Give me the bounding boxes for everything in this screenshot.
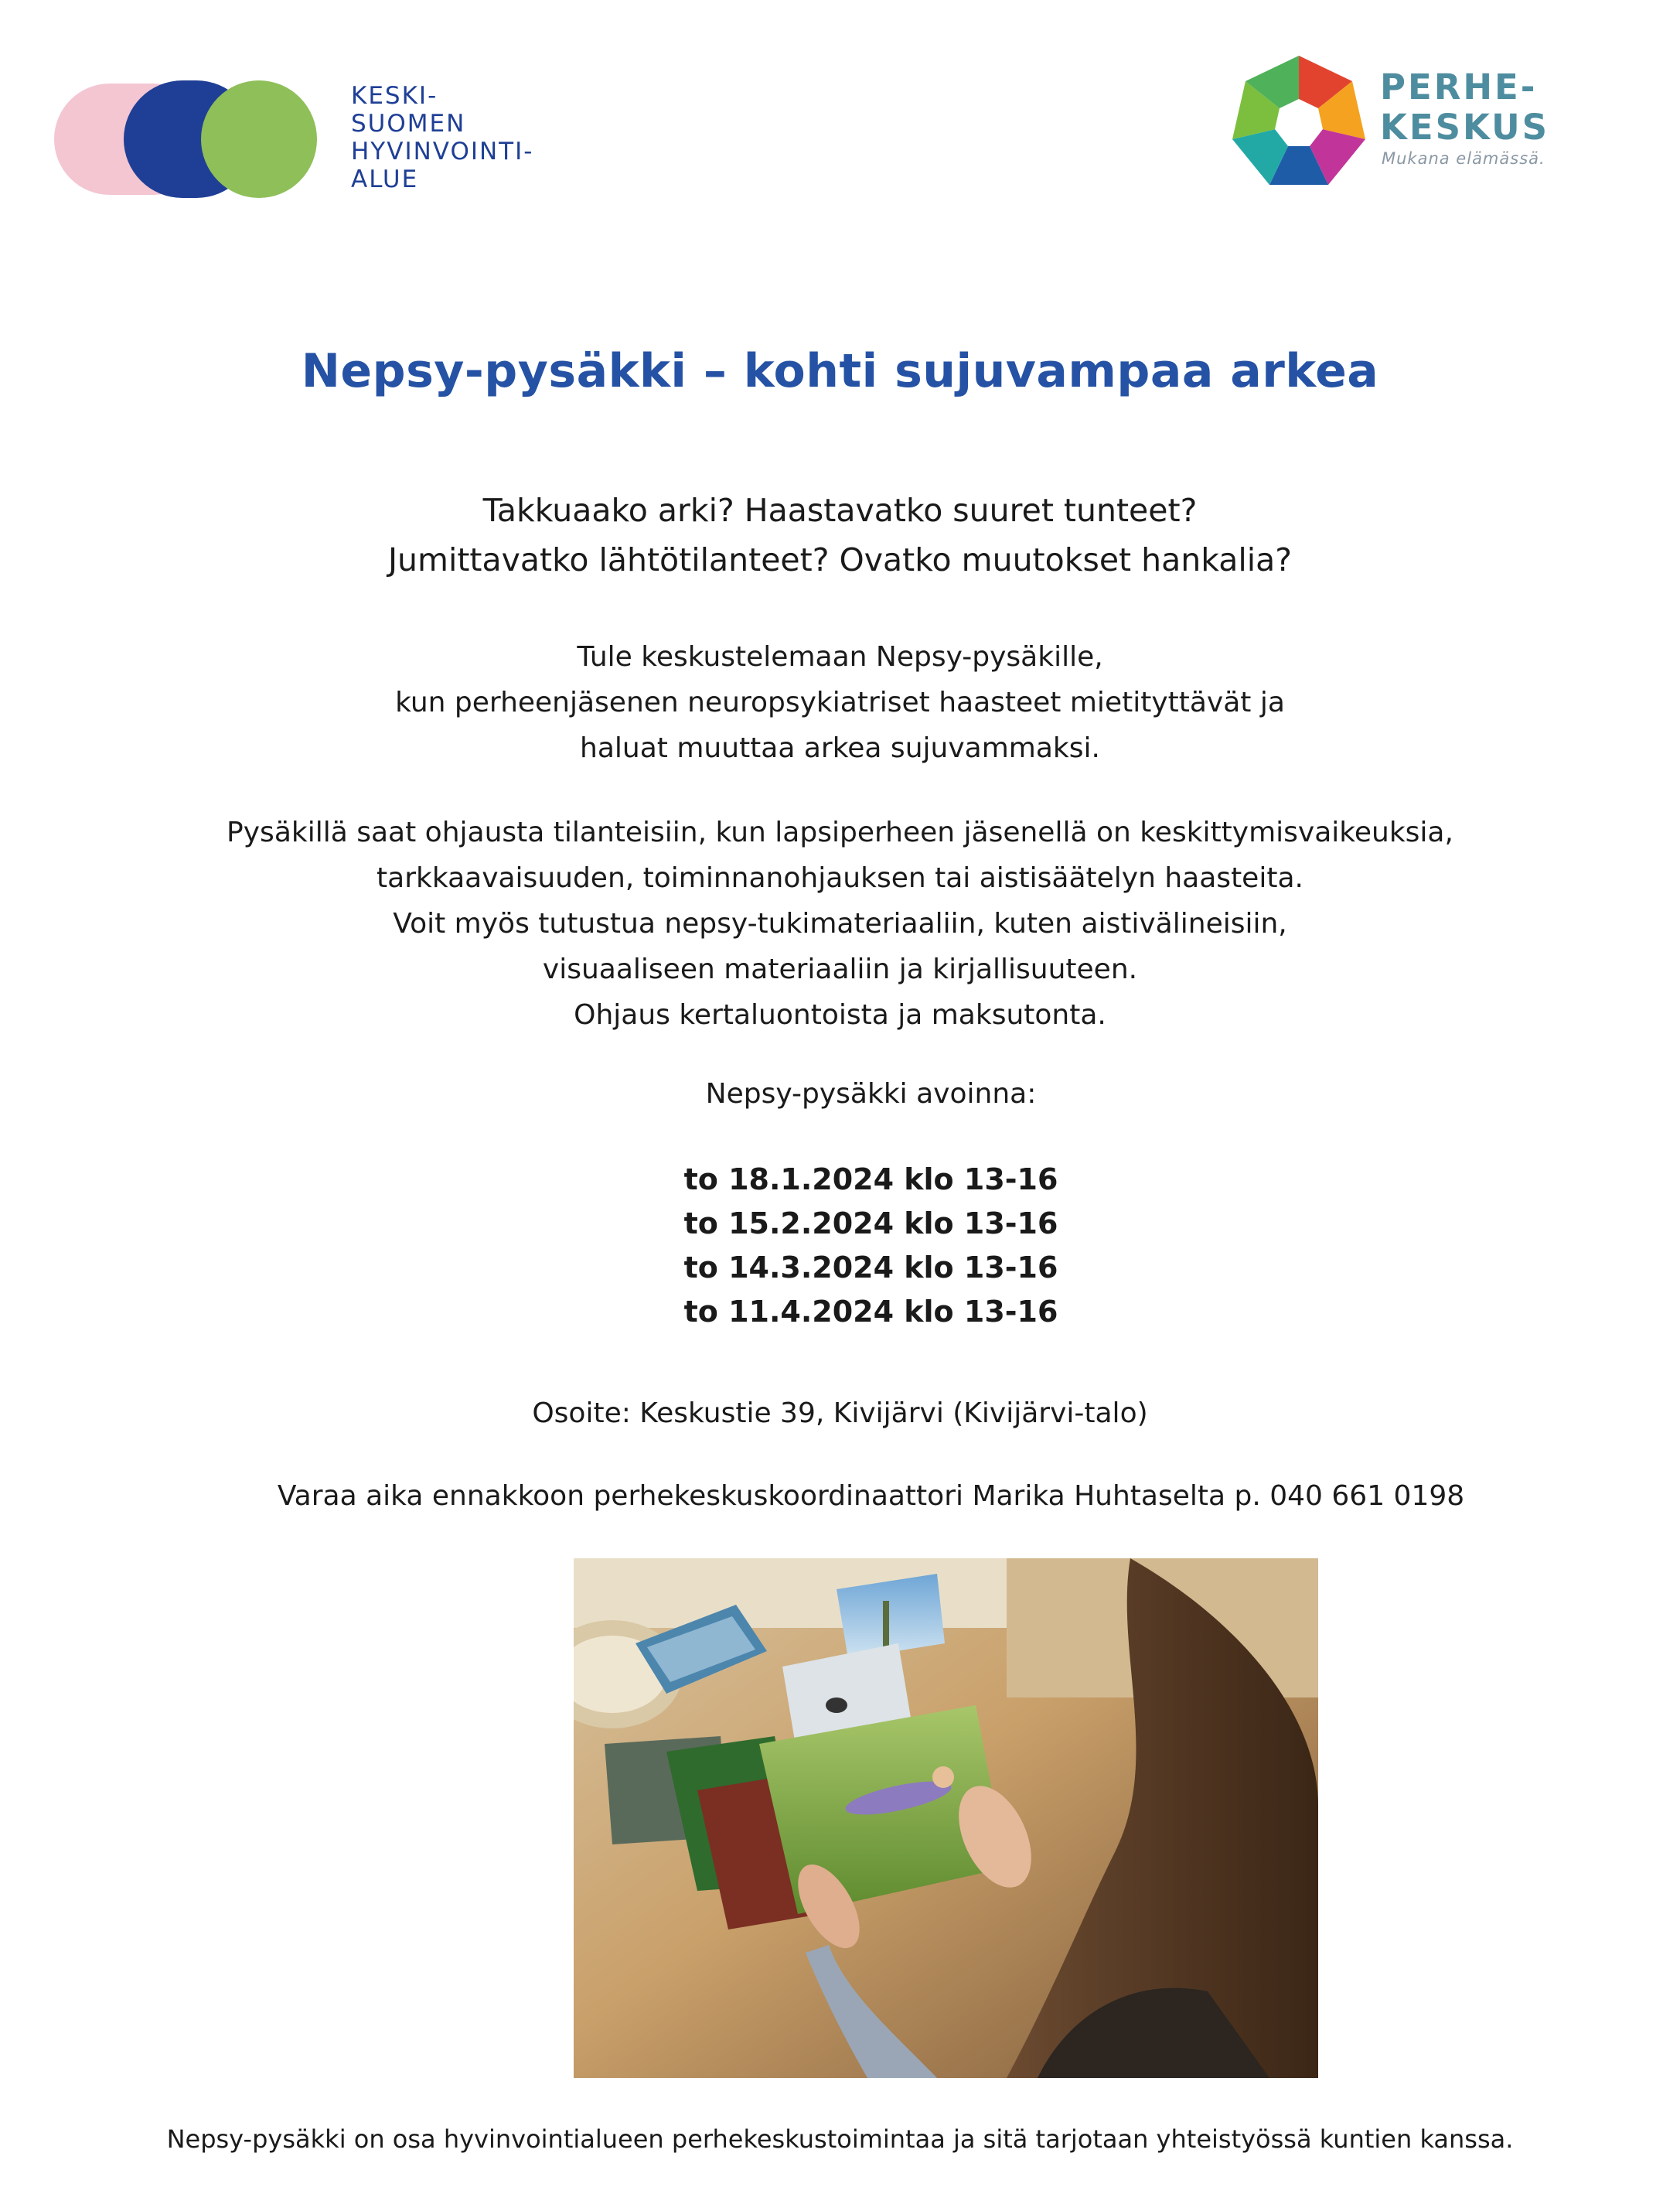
logo-line: HYVINVOINTI- [351,138,534,165]
intro-line: Tule keskustelemaan Nepsy-pysäkille, [577,641,1103,673]
footer-note: Nepsy-pysäkki on osa hyvinvointialueen perhekeskustoimintaa ja sitä tarjotaan yhteistyössä kuntien kanssa. [166,2124,1514,2154]
intro-line: kun perheenjäsenen neuropsykiatriset haasteet mietityttävät ja [395,687,1285,718]
info-line: Ohjaus kertaluontoista ja maksutonta. [574,999,1106,1031]
opening-hours-heading: Nepsy-pysäkki avoinna: [705,1078,1037,1110]
perhekeskus-logo [1218,50,1581,197]
logo-line: ALUE [351,165,419,193]
hyvinvointialue-ovals-icon [54,77,317,201]
date-item: to 18.1.2024 klo 13-16 [683,1162,1058,1196]
dates-list [0,1158,1680,1334]
question-line: Jumittavatko lähtötilanteet? Ovatko muutokset hankalia? [387,541,1293,578]
info-line: tarkkaavaisuuden, toiminnanohjauksen tai aistisäätelyn haasteita. [377,862,1303,894]
address: Osoite: Keskustie 39, Kivijärvi (Kivijärvi-talo) [532,1397,1148,1429]
photo-hands-holding-pictures [574,1558,1318,2078]
intro-paragraph [0,634,1680,771]
hyvinvointialue-logo-text [351,82,533,193]
logo-line: KESKI- [351,82,438,110]
date-item: to 15.2.2024 klo 13-16 [683,1206,1058,1240]
info-paragraph [0,810,1680,1038]
photo-illustration [574,1558,1318,2078]
logo-line: PERHE- [1380,67,1538,107]
info-line: visuaaliseen materiaaliin ja kirjallisuuteen. [542,954,1138,985]
question-line: Takkuaako arki? Haastavatko suuret tunteet? [482,492,1198,529]
hyvinvointialue-logo [54,77,595,201]
perhekeskus-hexagon-icon [1225,50,1372,197]
perhekeskus-logo-text [1380,67,1549,148]
logo-line: KESKUS [1380,107,1550,148]
intro-line: haluat muuttaa arkea sujuvammaksi. [580,732,1100,764]
date-item: to 14.3.2024 klo 13-16 [683,1251,1058,1285]
logo-line: SUOMEN [351,110,466,138]
booking-info: Varaa aika ennakkoon perhekeskuskoordinaattori Marika Huhtaselta p. 040 661 0198 [277,1480,1465,1512]
questions-block [0,486,1680,585]
date-item: to 11.4.2024 klo 13-16 [683,1295,1058,1329]
perhekeskus-slogan: Mukana elämässä. [1382,149,1545,168]
info-line: Voit myös tutustua nepsy-tukimateriaaliin, kuten aistivälineisiin, [393,908,1287,940]
info-line: Pysäkillä saat ohjausta tilanteisiin, kun lapsiperheen jäsenellä on keskittymisvaikeuksia, [227,817,1453,848]
page-title: Nepsy-pysäkki – kohti sujuvampaa arkea [301,344,1379,398]
